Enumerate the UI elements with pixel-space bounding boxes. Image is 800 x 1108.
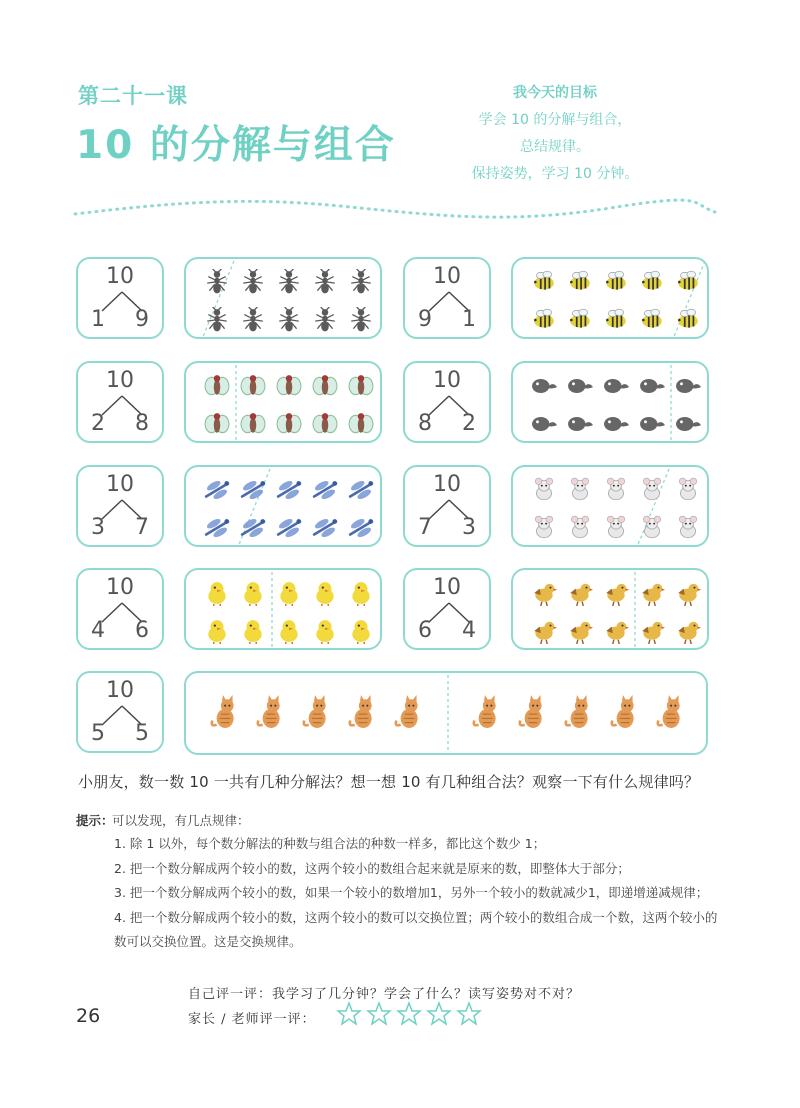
dragonfly-icon — [312, 515, 338, 541]
star-icon[interactable] — [456, 1001, 482, 1027]
right-part-number: 7 — [135, 515, 149, 540]
decomposition-box-1-right — [403, 361, 491, 443]
ant-icon — [240, 269, 266, 295]
total-number: 10 — [433, 368, 461, 393]
bee-icon — [639, 269, 665, 295]
page-number: 26 — [76, 1005, 101, 1027]
mouse-icon — [639, 515, 665, 541]
hint-intro: 可以发现，有几点规律： — [112, 813, 250, 828]
mouse-icon — [567, 515, 593, 541]
decomposition-box-1-left — [76, 361, 164, 443]
fly-icon — [276, 411, 302, 437]
dragonfly-icon — [240, 477, 266, 503]
picture-box-2-left — [184, 465, 382, 547]
ant-icon — [276, 307, 302, 333]
tadpole-icon — [567, 411, 593, 437]
left-part-number: 1 — [91, 307, 105, 332]
hint-label: 提示： — [76, 813, 114, 828]
hint-item-2: 2. 把一个数分解成两个较小的数，这两个较小的数组合起来就是原来的数，即整体大于部分； — [114, 861, 630, 876]
decomposition-box-0-left — [76, 257, 164, 339]
right-part-number: 9 — [135, 307, 149, 332]
left-part-number: 5 — [91, 721, 105, 746]
left-part-number: 8 — [418, 411, 432, 436]
tadpole-icon — [603, 411, 629, 437]
bird-icon — [567, 580, 593, 606]
fly-icon — [276, 373, 302, 399]
left-part-number: 6 — [418, 618, 432, 643]
chick-icon — [240, 618, 266, 644]
decomposition-box-3-right — [403, 568, 491, 650]
cat-icon — [206, 695, 240, 729]
bird-icon — [603, 580, 629, 606]
bee-icon — [639, 307, 665, 333]
picture-box-1-left — [184, 361, 382, 443]
picture-box-1-right — [511, 361, 709, 443]
lesson-number: 第二十一课 — [78, 84, 188, 108]
mouse-icon — [639, 477, 665, 503]
fly-icon — [240, 411, 266, 437]
chick-icon — [348, 618, 374, 644]
bee-icon — [603, 269, 629, 295]
star-icon[interactable] — [426, 1001, 452, 1027]
picture-box-2-right — [511, 465, 709, 547]
bird-icon — [531, 618, 557, 644]
dragonfly-icon — [312, 477, 338, 503]
bird-icon — [639, 580, 665, 606]
fly-icon — [312, 411, 338, 437]
ant-icon — [204, 307, 230, 333]
cat-icon — [344, 695, 378, 729]
picture-box-3-right — [511, 568, 709, 650]
ant-icon — [348, 307, 374, 333]
decomposition-box-0-right — [403, 257, 491, 339]
star-icon[interactable] — [366, 1001, 392, 1027]
dragonfly-icon — [276, 477, 302, 503]
chick-icon — [312, 580, 338, 606]
chick-icon — [276, 580, 302, 606]
cat-icon — [514, 695, 548, 729]
picture-box-3-left — [184, 568, 382, 650]
mouse-icon — [675, 477, 701, 503]
total-number: 10 — [106, 368, 134, 393]
mouse-icon — [567, 477, 593, 503]
left-part-number: 9 — [418, 307, 432, 332]
cat-icon — [298, 695, 332, 729]
chick-icon — [348, 580, 374, 606]
left-part-number: 2 — [91, 411, 105, 436]
total-number: 10 — [433, 575, 461, 600]
bird-icon — [675, 618, 701, 644]
ant-icon — [204, 269, 230, 295]
tadpole-icon — [675, 373, 701, 399]
cat-icon — [468, 695, 502, 729]
mouse-icon — [531, 515, 557, 541]
dragonfly-icon — [348, 477, 374, 503]
bird-icon — [567, 618, 593, 644]
fly-icon — [204, 373, 230, 399]
cat-icon — [390, 695, 424, 729]
picture-box-0-right — [511, 257, 709, 339]
fly-icon — [240, 373, 266, 399]
ant-icon — [312, 269, 338, 295]
chick-icon — [240, 580, 266, 606]
total-number: 10 — [106, 264, 134, 289]
decomposition-box-3-left — [76, 568, 164, 650]
tadpole-icon — [603, 373, 629, 399]
picture-box-4-left — [184, 671, 708, 755]
bird-icon — [603, 618, 629, 644]
right-part-number: 2 — [462, 411, 476, 436]
lesson-title: 10 的分解与组合 — [76, 123, 396, 168]
bee-icon — [675, 307, 701, 333]
dragonfly-icon — [204, 477, 230, 503]
goal-box — [420, 80, 690, 188]
bee-icon — [567, 269, 593, 295]
bee-icon — [603, 307, 629, 333]
hint-item-1: 1. 除 1 以外，每个数分解法的种数与组合法的种数一样多，都比这个数少 1； — [114, 836, 546, 851]
star-icon[interactable] — [396, 1001, 422, 1027]
fly-icon — [348, 373, 374, 399]
right-part-number: 4 — [462, 618, 476, 643]
chick-icon — [276, 618, 302, 644]
total-number: 10 — [433, 264, 461, 289]
right-part-number: 3 — [462, 515, 476, 540]
cat-icon — [252, 695, 286, 729]
total-number: 10 — [106, 575, 134, 600]
goal-line-1: 学会 10 的分解与组合， — [478, 112, 632, 128]
parent-evaluation-label: 家长 / 老师评一评： — [188, 1012, 316, 1027]
chick-icon — [204, 618, 230, 644]
left-part-number: 7 — [418, 515, 432, 540]
goal-heading: 我今天的目标 — [513, 85, 597, 101]
bee-icon — [531, 307, 557, 333]
fly-icon — [348, 411, 374, 437]
decomposition-box-2-right — [403, 465, 491, 547]
mouse-icon — [675, 515, 701, 541]
cat-icon — [560, 695, 594, 729]
question-text: 小朋友，数一数 10 一共有几种分解法？想一想 10 有几种组合法？观察一下有什么规律吗？ — [78, 773, 700, 791]
self-evaluation: 自己评一评：我学习了几分钟？学会了什么？读写姿势对不对？ — [188, 987, 581, 1002]
star-icon[interactable] — [336, 1001, 362, 1027]
fly-icon — [204, 411, 230, 437]
tadpole-icon — [531, 373, 557, 399]
right-part-number: 5 — [135, 721, 149, 746]
dragonfly-icon — [348, 515, 374, 541]
bee-icon — [675, 269, 701, 295]
goal-line-2: 总结规律。 — [520, 139, 590, 155]
star-rating[interactable] — [336, 1001, 486, 1031]
hint-item-4: 4. 把一个数分解成两个较小的数，这两个较小的数可以交换位置；两个较小的数组合成一个数，这两个较小的数可以交换位置。这是交换规律。 — [114, 910, 718, 949]
bird-icon — [675, 580, 701, 606]
ant-icon — [276, 269, 302, 295]
total-number: 10 — [433, 472, 461, 497]
dragonfly-icon — [204, 515, 230, 541]
ant-icon — [348, 269, 374, 295]
mouse-icon — [603, 477, 629, 503]
total-number: 10 — [106, 472, 134, 497]
tadpole-icon — [639, 373, 665, 399]
tadpole-icon — [675, 411, 701, 437]
cat-icon — [652, 695, 686, 729]
bird-icon — [531, 580, 557, 606]
chick-icon — [312, 618, 338, 644]
dotted-wave-divider — [70, 190, 720, 230]
decomposition-box-4-left — [76, 671, 164, 753]
dragonfly-icon — [240, 515, 266, 541]
right-part-number: 1 — [462, 307, 476, 332]
bird-icon — [639, 618, 665, 644]
tadpole-icon — [531, 411, 557, 437]
decomposition-box-2-left — [76, 465, 164, 547]
tadpole-icon — [567, 373, 593, 399]
chick-icon — [204, 580, 230, 606]
mouse-icon — [603, 515, 629, 541]
goal-line-3: 保持姿势，学习 10 分钟。 — [471, 166, 639, 182]
cat-icon — [606, 695, 640, 729]
tadpole-icon — [639, 411, 665, 437]
total-number: 10 — [106, 678, 134, 703]
hint-item-3: 3. 把一个数分解成两个较小的数，如果一个较小的数增加1，另外一个较小的数就减少1，即递增递减规律； — [114, 885, 709, 900]
right-part-number: 6 — [135, 618, 149, 643]
ant-icon — [240, 307, 266, 333]
bee-icon — [531, 269, 557, 295]
dragonfly-icon — [276, 515, 302, 541]
left-part-number: 3 — [91, 515, 105, 540]
fly-icon — [312, 373, 338, 399]
picture-box-0-left — [184, 257, 382, 339]
mouse-icon — [531, 477, 557, 503]
ant-icon — [312, 307, 338, 333]
bee-icon — [567, 307, 593, 333]
right-part-number: 8 — [135, 411, 149, 436]
left-part-number: 4 — [91, 618, 105, 643]
